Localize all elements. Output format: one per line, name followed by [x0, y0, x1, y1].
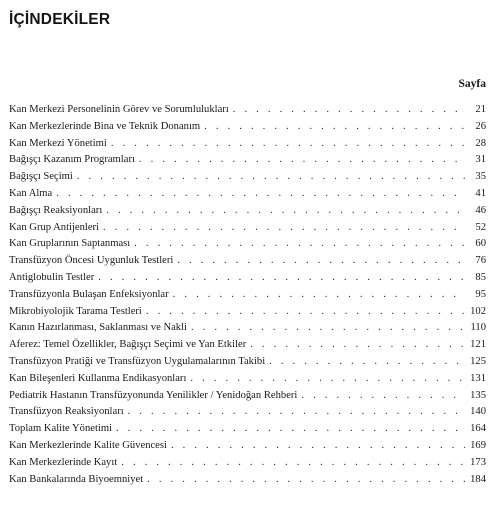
toc-entry [9, 438, 486, 455]
toc-dot-leader [171, 438, 465, 455]
toc-entry-page-number: 140 [470, 406, 486, 418]
toc-entry-title: Kan Gruplarının Saptanması [9, 238, 131, 250]
toc-entry [9, 404, 486, 421]
toc-entry [9, 455, 486, 472]
toc-entry-title: Transfüzyon Öncesi Uygunluk Testleri [9, 255, 174, 267]
toc-entry [9, 337, 486, 354]
toc-entry [9, 236, 486, 253]
toc-entry [9, 220, 486, 237]
toc-entry-title: Kan Grup Antijenleri [9, 221, 100, 233]
toc-entry-title: Bağışçı Seçimi [9, 171, 73, 183]
toc-entry [9, 119, 486, 136]
toc-entry [9, 102, 486, 119]
toc-entry-page-number: 21 [475, 104, 486, 115]
toc-dot-leader [173, 287, 465, 304]
toc-entry-page-number: 169 [470, 439, 486, 451]
toc-entry-title: Kan Merkezlerinde Kalite Güvencesi [9, 439, 167, 451]
toc-entry-page-number: 102 [470, 305, 486, 317]
toc-dot-leader [106, 203, 465, 220]
toc-entry [9, 152, 486, 169]
toc-entry-title: Kan Alma [9, 187, 53, 199]
toc-entry [9, 371, 486, 388]
toc-entry-title: Kanın Hazırlanması, Saklanması ve Nakli [9, 322, 187, 334]
toc-entry [9, 169, 486, 186]
toc-entry-title: Transfüzyon Reaksiyonları [9, 406, 124, 418]
toc-entry-title: Kan Merkezlerinde Kayıt [9, 456, 118, 468]
toc-dot-leader [77, 169, 465, 186]
toc-dot-leader [204, 119, 465, 136]
toc-entry-title: Toplam Kalite Yönetimi [9, 423, 113, 435]
toc-dot-leader [56, 186, 465, 203]
toc-entry-page-number: 121 [470, 339, 486, 351]
toc-entry-page-number: 184 [470, 473, 486, 485]
toc-entry-page-number: 135 [470, 389, 486, 401]
toc-entry [9, 287, 486, 304]
toc-entry-page-number: 41 [475, 187, 486, 199]
toc-entry [9, 421, 486, 438]
toc-entry-page-number: 85 [475, 271, 486, 283]
toc-entry [9, 136, 486, 153]
toc-dot-leader [191, 320, 465, 337]
toc-entry-page-number: 31 [475, 154, 486, 166]
page-column-header: Sayfa [458, 78, 486, 90]
toc-entry-page-number: 76 [475, 255, 486, 267]
toc-entry [9, 253, 486, 270]
toc-entry-page-number: 28 [475, 137, 486, 149]
toc-entry-page-number: 60 [475, 238, 486, 250]
toc-entry-title: Aferez: Temel Özellikler, Bağışçı Seçimi ve Yan Etkiler [9, 339, 247, 351]
toc-entry [9, 304, 486, 321]
toc-entry-title: Kan Bileşenleri Kullanma Endikasyonları [9, 372, 187, 384]
toc-entry-page-number: 125 [470, 355, 486, 367]
toc-entry-title: Kan Merkezi Personelinin Görev ve Sorumlulukları [9, 104, 229, 115]
toc-dot-leader [190, 371, 465, 388]
toc-entry-title: Bağışçı Kazanım Programları [9, 154, 135, 166]
toc-dot-leader [98, 270, 465, 287]
toc-dot-leader [128, 404, 465, 421]
toc-entry-title: Antiglobulin Testler [9, 271, 95, 283]
toc-dot-leader [269, 354, 465, 371]
toc-dot-leader [134, 236, 465, 253]
toc-list [9, 102, 486, 488]
toc-entry [9, 388, 486, 405]
toc-dot-leader [121, 455, 465, 472]
toc-entry-title: Kan Bankalarında Biyoemniyet [9, 473, 144, 485]
toc-entry-title: Pediatrik Hastanın Transfüzyonunda Yenilikler / Yenidoğan Rehberi [9, 389, 298, 401]
toc-dot-leader [147, 472, 465, 489]
toc-entry-title: Bağışçı Reaksiyonları [9, 204, 103, 216]
toc-dot-leader [177, 253, 465, 270]
toc-dot-leader [116, 421, 465, 438]
toc-entry-title: Transfüzyonla Bulaşan Enfeksiyonlar [9, 288, 169, 300]
toc-entry-title: Kan Merkezi Yönetimi [9, 137, 107, 149]
toc-dot-leader [146, 304, 465, 321]
toc-entry-page-number: 95 [475, 288, 486, 300]
toc-dot-leader [111, 136, 465, 153]
toc-entry [9, 472, 486, 489]
toc-entry-page-number: 164 [470, 423, 486, 435]
toc-entry [9, 354, 486, 371]
toc-entry [9, 186, 486, 203]
toc-entry-page-number: 26 [475, 120, 486, 132]
toc-entry-page-number: 131 [470, 372, 486, 384]
toc-dot-leader [250, 337, 465, 354]
toc-dot-leader [139, 152, 465, 169]
toc-dot-leader [301, 388, 465, 405]
toc-dot-leader [103, 220, 465, 237]
toc-entry-title: Transfüzyon Pratiği ve Transfüzyon Uygulamalarının Takibi [9, 355, 266, 367]
toc-entry-title: Mikrobiyolojik Tarama Testleri [9, 305, 142, 317]
toc-entry-page-number: 46 [475, 204, 486, 216]
toc-entry [9, 320, 486, 337]
toc-entry [9, 203, 486, 220]
toc-entry [9, 270, 486, 287]
toc-entry-page-number: 35 [475, 171, 486, 183]
toc-dot-leader [233, 102, 465, 119]
toc-entry-page-number: 52 [475, 221, 486, 233]
toc-entry-page-number: 173 [470, 456, 486, 468]
toc-entry-title: Kan Merkezlerinde Bina ve Teknik Donanım [9, 120, 201, 132]
page-title: İÇİNDEKİLER [9, 11, 111, 28]
toc-entry-page-number: 110 [470, 322, 486, 334]
